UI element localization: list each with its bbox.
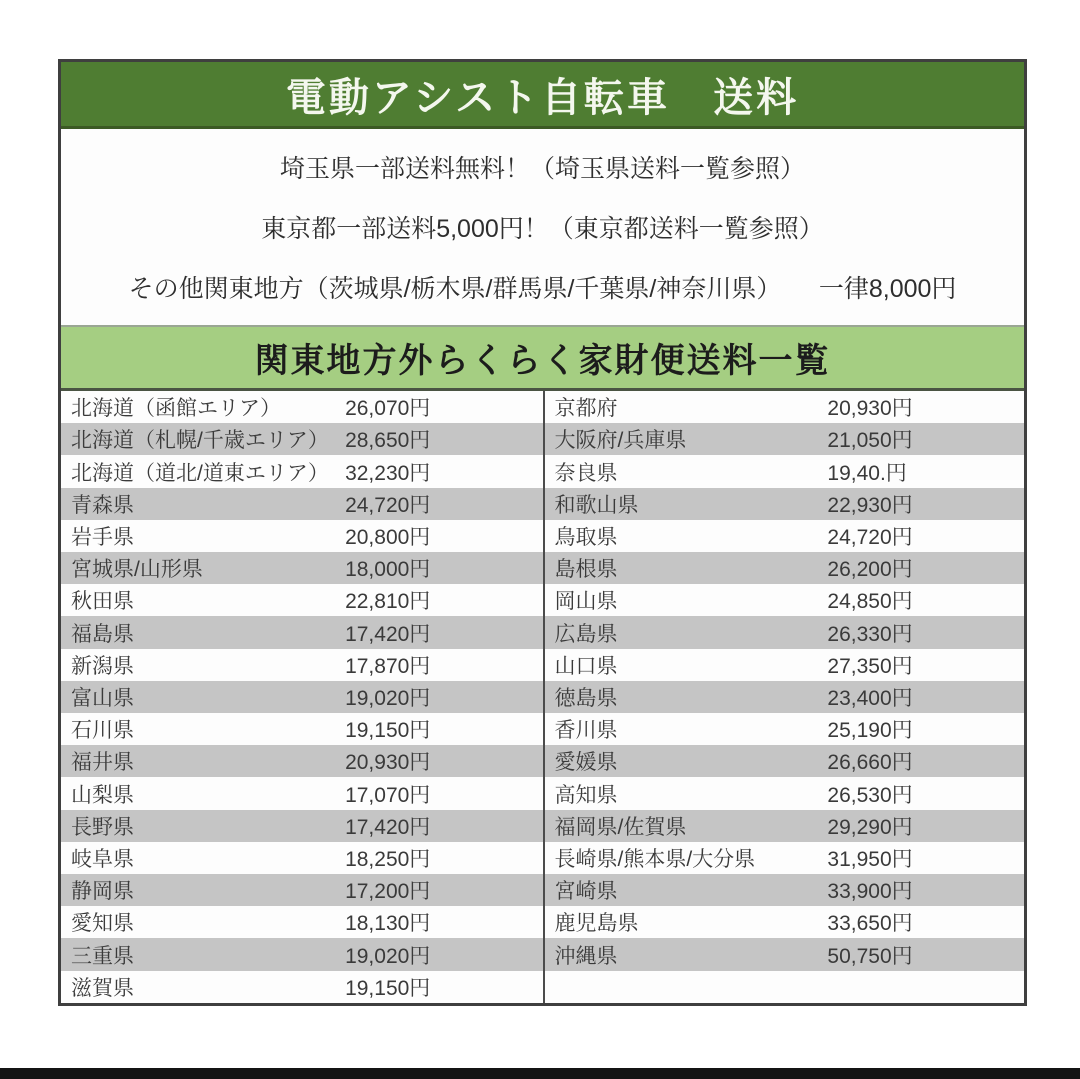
table-row — [61, 810, 543, 842]
table-row — [545, 455, 1025, 487]
fee-value: 26,200円 — [827, 558, 913, 582]
region-name: 徳島県 — [554, 686, 618, 710]
table-row — [61, 391, 543, 423]
fee-value: 26,660円 — [827, 751, 913, 775]
fee-value: 22,930円 — [827, 493, 913, 517]
table-row — [545, 552, 1025, 584]
region-name: 福島県 — [71, 622, 134, 646]
header-banner — [61, 62, 1024, 129]
region-name: 滋賀県 — [71, 976, 134, 1000]
table-row — [545, 681, 1025, 713]
table-row — [61, 681, 543, 713]
fee-value: 25,190円 — [827, 719, 913, 743]
region-name: 香川県 — [554, 719, 618, 743]
fee-value: 19,150円 — [345, 976, 431, 1000]
region-name: 宮城県/山形県 — [71, 558, 203, 582]
fee-value: 17,420円 — [345, 815, 431, 839]
table-row — [61, 584, 543, 616]
fee-value: 22,810円 — [345, 590, 431, 614]
region-name: 高知県 — [554, 783, 618, 807]
fee-value: 26,530円 — [827, 783, 913, 807]
fee-value: 31,950円 — [827, 847, 913, 871]
table-row — [545, 842, 1025, 874]
page-title: 電動アシスト自転車 送料 — [285, 75, 800, 120]
table-row — [545, 488, 1025, 520]
table-row — [545, 938, 1025, 970]
table-row — [545, 520, 1025, 552]
table-row — [61, 423, 543, 455]
fee-value: 27,350円 — [827, 654, 913, 678]
region-name: 岐阜県 — [71, 847, 134, 871]
region-name: 石川県 — [71, 719, 134, 743]
fee-value: 20,930円 — [345, 751, 431, 775]
fee-value: 32,230円 — [345, 461, 431, 485]
region-name: 和歌山県 — [554, 493, 639, 517]
region-name: 鹿児島県 — [554, 912, 639, 936]
table-row — [61, 906, 543, 938]
fee-value: 33,900円 — [827, 880, 913, 904]
fee-value: 17,070円 — [345, 783, 431, 807]
region-name: 福岡県/佐賀県 — [554, 815, 687, 839]
region-name: 岡山県 — [554, 590, 618, 614]
table-row — [61, 777, 543, 809]
region-name: 宮崎県 — [554, 880, 618, 904]
note-tokyo: 東京都一部送料5,000円！（東京都送料一覧参照） — [261, 215, 824, 243]
note-other-kanto: その他関東地方（茨城県/栃木県/群馬県/千葉県/神奈川県） 一律8,000円 — [128, 275, 957, 303]
region-name: 愛媛県 — [554, 751, 618, 775]
region-name: 北海道（道北/道東エリア） — [71, 461, 329, 485]
fee-value: 24,850円 — [827, 590, 913, 614]
table-row — [61, 455, 543, 487]
table-row — [61, 971, 543, 1003]
table-row — [545, 745, 1025, 777]
table-row — [545, 584, 1025, 616]
bottom-black-bar — [0, 1068, 1080, 1079]
table-row — [61, 842, 543, 874]
region-name: 北海道（札幌/千歳エリア） — [71, 429, 329, 453]
fee-value: 17,870円 — [345, 654, 431, 678]
fee-table-left-column — [61, 391, 543, 1003]
fee-value: 29,290円 — [827, 815, 913, 839]
fee-value: 19,40.円 — [827, 461, 907, 485]
notes-section — [61, 129, 1024, 325]
region-name: 新潟県 — [71, 654, 134, 678]
fee-value: 19,150円 — [345, 719, 431, 743]
fee-value: 19,020円 — [345, 686, 431, 710]
table-row — [61, 520, 543, 552]
region-name: 島根県 — [554, 558, 618, 582]
fee-value: 20,930円 — [827, 397, 913, 421]
fee-value: 19,020円 — [345, 944, 431, 968]
fee-value: 33,650円 — [827, 912, 913, 936]
fee-value: 26,070円 — [345, 397, 431, 421]
region-name: 広島県 — [554, 622, 618, 646]
region-name: 奈良県 — [554, 461, 618, 485]
table-row — [61, 938, 543, 970]
table-row — [545, 713, 1025, 745]
table-row — [61, 488, 543, 520]
fee-value: 24,720円 — [827, 525, 913, 549]
table-row — [61, 713, 543, 745]
fee-value: 18,000円 — [345, 558, 431, 582]
shipping-info-panel — [58, 59, 1027, 1006]
table-row — [545, 423, 1025, 455]
region-name: 北海道（函館エリア） — [71, 397, 281, 421]
region-name: 沖縄県 — [554, 944, 618, 968]
table-row — [545, 391, 1025, 423]
region-name: 鳥取県 — [554, 525, 618, 549]
fee-value: 26,330円 — [827, 622, 913, 646]
region-name: 大阪府/兵庫県 — [554, 429, 687, 453]
region-name: 福井県 — [71, 751, 134, 775]
table-row — [61, 874, 543, 906]
region-name: 愛知県 — [71, 912, 134, 936]
fee-value: 21,050円 — [827, 429, 913, 453]
region-name: 青森県 — [71, 493, 134, 517]
fee-value: 17,420円 — [345, 622, 431, 646]
table-title: 関東地方外らくらく家財便送料一覧 — [254, 342, 831, 380]
region-name: 静岡県 — [71, 880, 134, 904]
fee-value: 28,650円 — [345, 429, 431, 453]
region-name: 長崎県/熊本県/大分県 — [554, 847, 756, 871]
table-row — [545, 616, 1025, 648]
fee-value: 23,400円 — [827, 686, 913, 710]
table-row — [61, 649, 543, 681]
table-row — [545, 874, 1025, 906]
region-name: 長野県 — [71, 815, 134, 839]
fee-value: 50,750円 — [827, 944, 913, 968]
fee-value: 18,250円 — [345, 847, 431, 871]
fee-table-right-column — [543, 391, 1025, 1003]
region-name: 京都府 — [554, 397, 618, 421]
fee-value: 17,200円 — [345, 880, 431, 904]
region-name: 岩手県 — [71, 525, 134, 549]
table-row — [545, 906, 1025, 938]
table-row — [61, 552, 543, 584]
table-row — [545, 777, 1025, 809]
region-name: 富山県 — [71, 686, 134, 710]
table-row — [545, 810, 1025, 842]
region-name: 三重県 — [71, 944, 134, 968]
table-row — [545, 649, 1025, 681]
table-row — [545, 971, 1025, 1003]
fee-table — [61, 391, 1024, 1003]
table-row — [61, 745, 543, 777]
table-title-bar — [61, 325, 1024, 391]
region-name: 山梨県 — [71, 783, 134, 807]
region-name: 山口県 — [554, 654, 618, 678]
table-row — [61, 616, 543, 648]
fee-value: 24,720円 — [345, 493, 431, 517]
fee-value: 18,130円 — [345, 912, 431, 936]
fee-value: 20,800円 — [345, 525, 431, 549]
note-saitama: 埼玉県一部送料無料！（埼玉県送料一覧参照） — [279, 155, 805, 183]
region-name: 秋田県 — [71, 590, 134, 614]
